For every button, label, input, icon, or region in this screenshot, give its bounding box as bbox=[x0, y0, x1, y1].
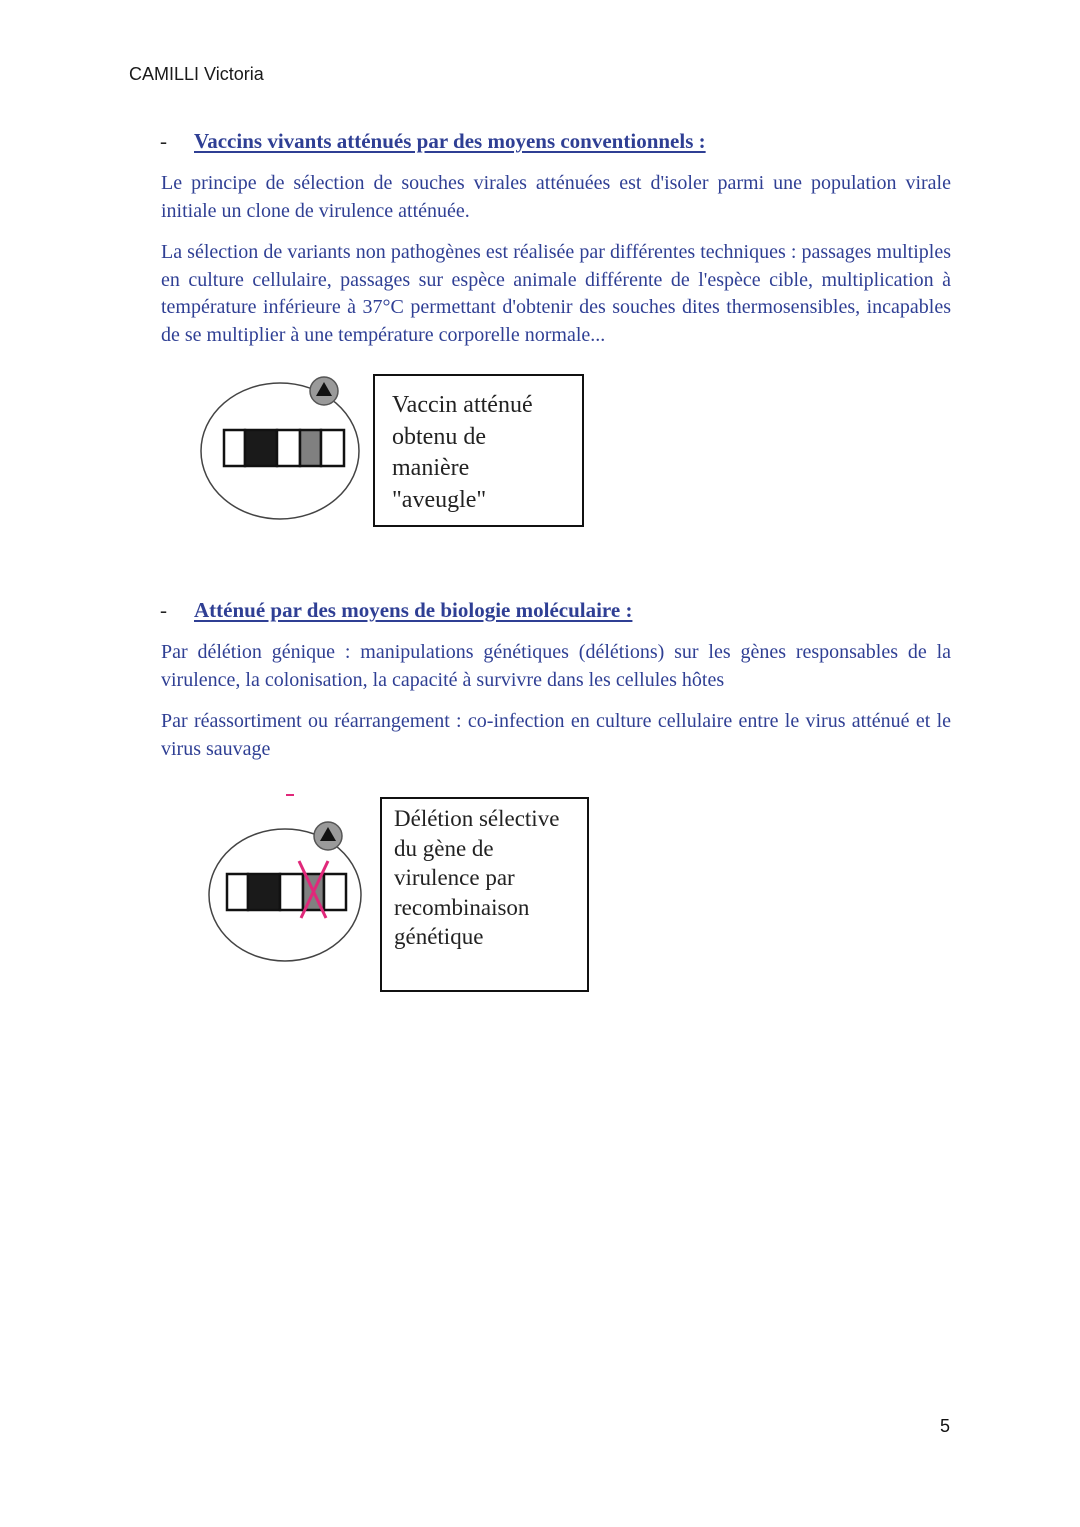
figure-label-box bbox=[380, 797, 589, 992]
figure-label-line: "aveugle" bbox=[392, 486, 487, 513]
paragraph: La sélection de variants non pathogènes est réalisée par différentes techniques : passages multiples en culture cellulaire, passages sur espèce animale différente de l'espèce cible, multiplication à température inférieure à 37°C permettant d'obtenir des souches dites thermosensibles, incapables de se multiplier à une température corporelle normale... bbox=[161, 241, 951, 346]
figure-label-line: Délétion sélective bbox=[394, 806, 560, 831]
section-heading: Atténué par des moyens de biologie moléculaire : bbox=[194, 598, 633, 622]
gene-segment bbox=[277, 430, 300, 466]
figure-label-line: manière bbox=[392, 455, 470, 481]
gene-segment bbox=[280, 874, 303, 910]
gene-segment bbox=[224, 430, 245, 466]
gene-segment-virulence bbox=[300, 430, 321, 466]
page-number: 5 bbox=[940, 1416, 951, 1436]
genome-segments bbox=[227, 874, 346, 910]
figure-label-line: virulence par bbox=[394, 865, 515, 890]
gene-segment bbox=[245, 430, 277, 466]
triangle-marker-icon bbox=[310, 377, 338, 405]
gene-segment bbox=[227, 874, 248, 910]
figure-label-line: du gène de bbox=[394, 835, 494, 861]
gene-segment bbox=[321, 430, 344, 466]
author-name: CAMILLI Victoria bbox=[129, 64, 264, 84]
figure-label-line: génétique bbox=[394, 924, 484, 949]
figure-label-line: Vaccin atténué bbox=[392, 392, 533, 418]
virus-diagram-attenuated bbox=[195, 372, 370, 527]
figure-label-box bbox=[373, 374, 584, 527]
paragraph: Par réassortiment ou réarrangement : co-infection en culture cellulaire entre le virus atténué et le virus sauvage bbox=[161, 710, 951, 760]
genome-segments bbox=[224, 430, 344, 466]
bullet-dash: - bbox=[160, 598, 167, 622]
paragraph: Le principe de sélection de souches virales atténuées est d'isoler parmi une population virale initiale un clone de virulence atténuée. bbox=[161, 172, 951, 222]
triangle-marker-icon bbox=[314, 822, 342, 850]
gene-segment bbox=[248, 874, 280, 910]
virus-diagram-deletion bbox=[198, 788, 378, 968]
gene-segment bbox=[324, 874, 346, 910]
section-heading: Vaccins vivants atténués par des moyens conventionnels : bbox=[194, 129, 706, 153]
bullet-dash: - bbox=[160, 129, 167, 153]
figure-label-line: recombinaison bbox=[394, 894, 530, 920]
figure-label-line: obtenu de bbox=[392, 423, 486, 450]
paragraph: Par délétion génique : manipulations génétiques (délétions) sur les gènes responsables de la virulence, la colonisation, la capacité à survivre dans les cellules hôtes bbox=[161, 641, 951, 691]
